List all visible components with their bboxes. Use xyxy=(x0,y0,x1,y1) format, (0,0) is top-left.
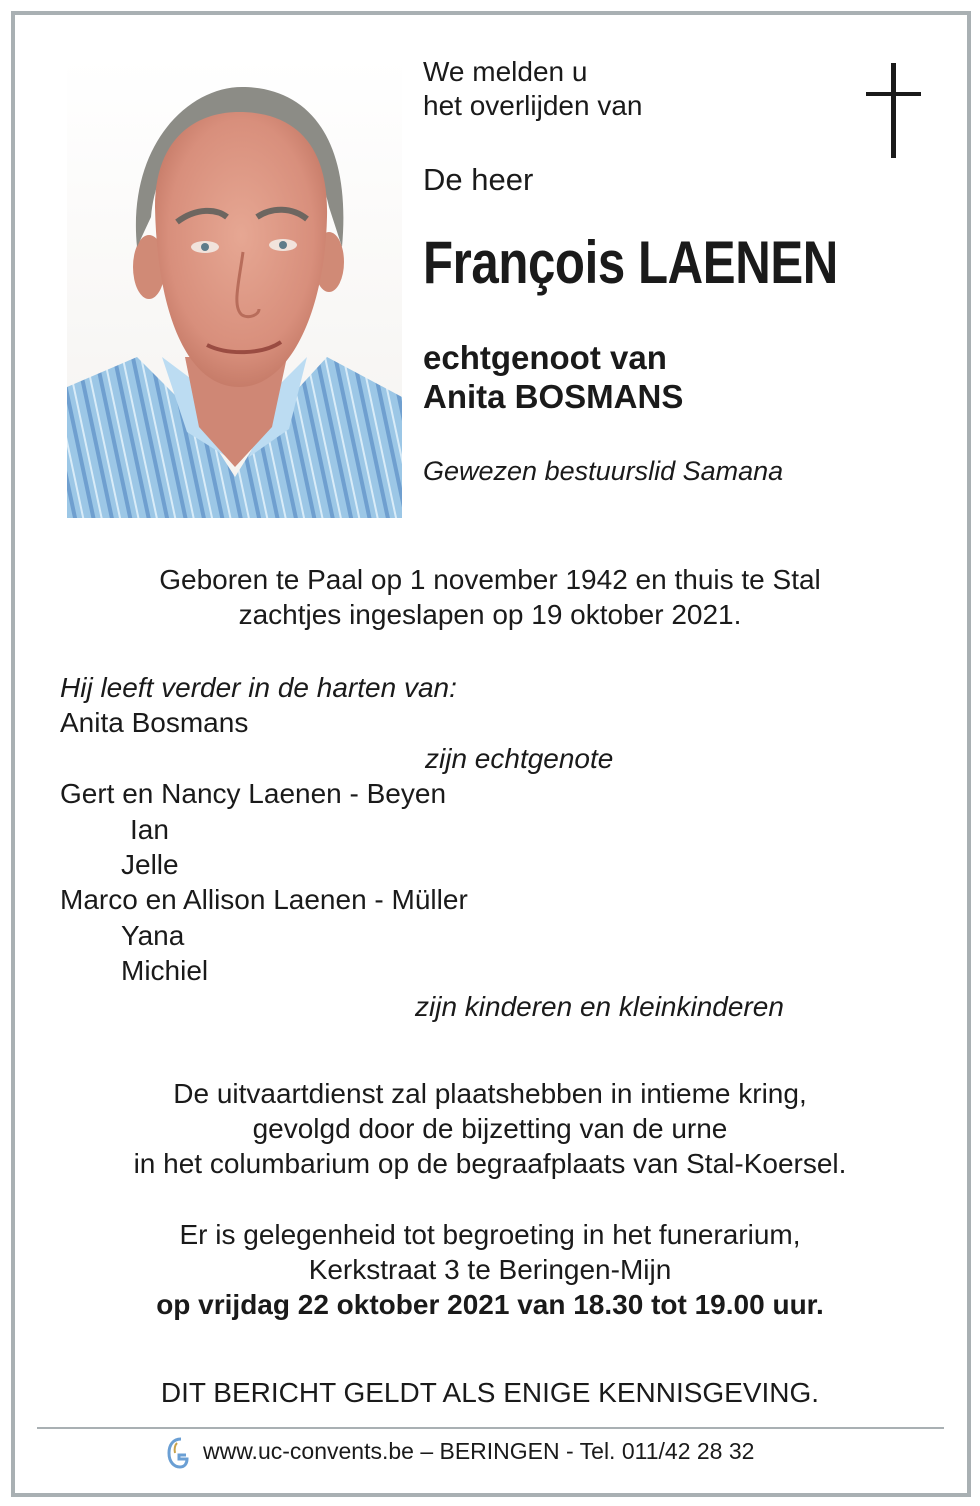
portrait-image xyxy=(67,57,402,518)
service-line-1: De uitvaartdienst zal plaatshebben in intieme kring, xyxy=(173,1078,807,1109)
spouse-line-1: echtgenoot van xyxy=(423,339,667,376)
salutation: De heer xyxy=(423,162,534,197)
portrait-photo xyxy=(67,57,402,518)
survivors-heading: Hij leeft verder in de harten van: xyxy=(60,672,457,703)
sole-notice: DIT BERICHT GELDT ALS ENIGE KENNISGEVING. xyxy=(160,1377,820,1408)
intro-line-2: het overlijden van xyxy=(423,90,643,121)
grandchild-1: Ian xyxy=(130,813,169,845)
grandchild-4: Michiel xyxy=(121,955,209,987)
spouse-info xyxy=(423,338,683,416)
survivor-family-2: Marco en Allison Laenen - Müller xyxy=(60,884,468,916)
visitation-line-2: Kerkstraat 3 te Beringen-Mijn xyxy=(308,1254,672,1285)
visitation-info xyxy=(0,1217,980,1322)
children-relation: zijn kinderen en kleinkinderen xyxy=(415,990,784,1022)
visitation-date-time: op vrijdag 22 oktober 2021 van 18.30 tot 19.00 uur. xyxy=(156,1289,824,1320)
survivor-spouse: Anita Bosmans xyxy=(60,707,249,739)
announcement-intro xyxy=(423,55,642,123)
survivors-list xyxy=(60,670,784,1024)
grandchild-3: Yana xyxy=(121,919,185,951)
cross-icon xyxy=(866,63,921,158)
former-role: Gewezen bestuurslid Samana xyxy=(423,456,784,486)
deceased-name: François LAENEN xyxy=(423,229,838,296)
footer-contact: www.uc-convents.be – BERINGEN - Tel. 011/42 28 32 xyxy=(203,1438,755,1464)
birth-death-statement xyxy=(0,562,980,632)
funeral-service-info xyxy=(0,1076,980,1181)
footer xyxy=(0,1433,980,1473)
spouse-relation: zijn echtgenote xyxy=(425,742,614,774)
born-line-1: Geboren te Paal op 1 november 1942 en thuis te Stal xyxy=(159,564,821,595)
intro-line-1: We melden u xyxy=(423,56,588,87)
funeral-home-logo-icon xyxy=(165,1435,189,1471)
survivor-family-1: Gert en Nancy Laenen - Beyen xyxy=(60,778,447,810)
service-line-2: gevolgd door de bijzetting van de urne xyxy=(252,1113,728,1144)
footer-divider xyxy=(37,1427,944,1429)
grandchild-2: Jelle xyxy=(121,849,179,881)
service-line-3: in het columbarium op de begraafplaats van Stal-Koersel. xyxy=(133,1148,847,1179)
spouse-line-2: Anita BOSMANS xyxy=(423,378,684,415)
born-line-2: zachtjes ingeslapen op 19 oktober 2021. xyxy=(238,599,742,630)
visitation-line-1: Er is gelegenheid tot begroeting in het funerarium, xyxy=(179,1219,801,1250)
